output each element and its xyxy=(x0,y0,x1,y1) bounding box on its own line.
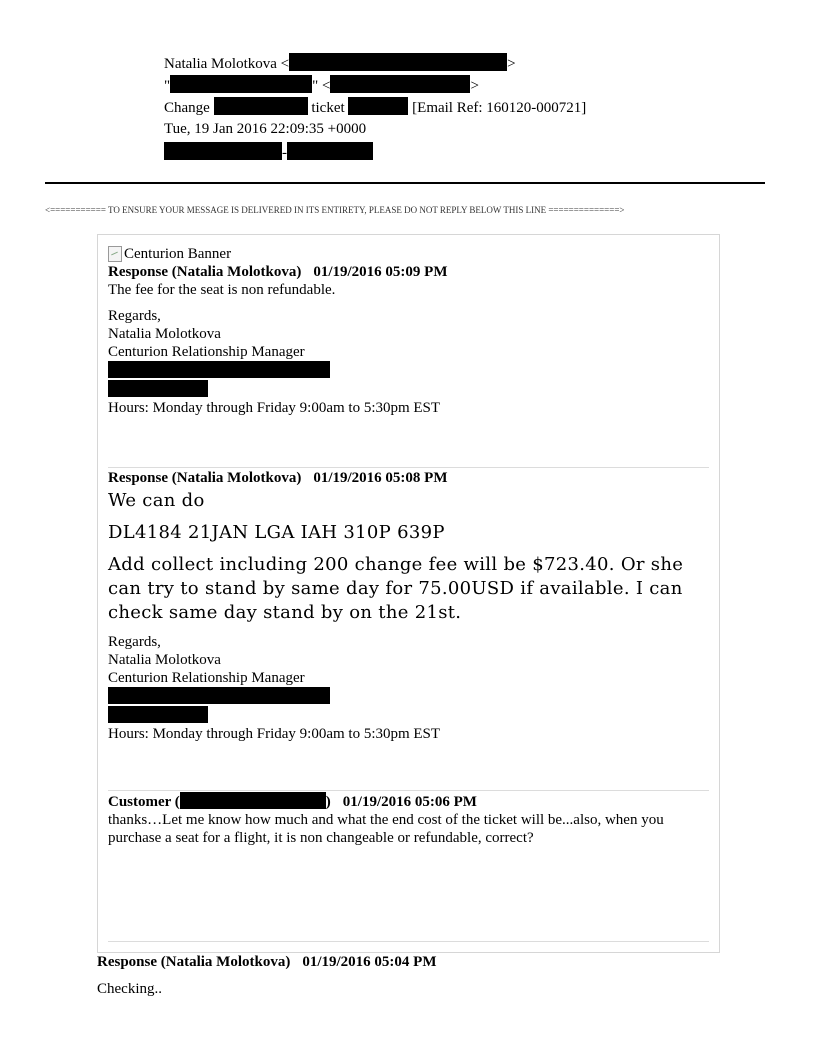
message-author: Response (Natalia Molotkova) xyxy=(108,264,302,280)
message-timestamp: 01/19/2016 05:09 PM xyxy=(313,264,448,280)
message-meta xyxy=(108,792,709,811)
signature-hours: Hours: Monday through Friday 9:00am to 5:30pm EST xyxy=(108,726,441,742)
message-timestamp: 01/19/2016 05:08 PM xyxy=(313,470,448,486)
signature-name: Natalia Molotkova xyxy=(108,652,221,668)
message-body: The fee for the seat is non refundable. xyxy=(108,282,336,298)
message-separator xyxy=(108,790,709,791)
message-timestamp: 01/19/2016 05:06 PM xyxy=(342,794,477,810)
redacted-block xyxy=(289,53,507,71)
signature xyxy=(108,633,709,743)
redacted-block xyxy=(214,97,308,115)
message-separator xyxy=(108,467,709,468)
message-entry xyxy=(108,469,709,743)
message-body: Checking.. xyxy=(97,981,162,997)
from-value: Natalia Molotkova < > xyxy=(164,53,516,74)
signature-regards: Regards, xyxy=(108,634,161,650)
message-entry xyxy=(108,792,709,847)
message-body: thanks…Let me know how much and what the end cost of the ticket will be...also, when you purchase a seat for a flight, it is non changeable or refundable, correct? xyxy=(108,812,664,846)
redacted-block xyxy=(180,792,326,809)
message-author: Response (Natalia Molotkova) xyxy=(108,470,302,486)
signature-name: Natalia Molotkova xyxy=(108,326,221,342)
message-meta xyxy=(108,469,709,487)
message-line: DL4184 21JAN LGA IAH 310P 639P xyxy=(108,522,445,543)
redacted-block xyxy=(287,142,373,160)
redacted-block xyxy=(108,361,330,378)
message-separator xyxy=(108,941,709,942)
subject-value: Change ticket [Email Ref: 160120-000721] xyxy=(164,97,586,118)
signature-title: Centurion Relationship Manager xyxy=(108,670,305,686)
banner-image xyxy=(108,245,709,263)
header-divider xyxy=(45,182,765,184)
redacted-block xyxy=(330,75,470,93)
signature-hours: Hours: Monday through Friday 9:00am to 5:30pm EST xyxy=(108,400,441,416)
redacted-block xyxy=(108,380,208,397)
message-author: Response (Natalia Molotkova) xyxy=(97,954,291,970)
message-meta xyxy=(97,953,436,971)
message-thread xyxy=(97,234,720,953)
signature-regards: Regards, xyxy=(108,308,161,324)
attachments-value[interactable]: - xyxy=(164,142,373,163)
signature-title: Centurion Relationship Manager xyxy=(108,344,305,360)
redacted-block xyxy=(108,687,330,704)
banner-alt-text: Centurion Banner xyxy=(124,246,232,262)
message-timestamp: 01/19/2016 05:04 PM xyxy=(302,954,437,970)
redacted-block xyxy=(348,97,408,115)
message-author-prefix: Customer ( xyxy=(108,794,180,810)
date-value: Tue, 19 Jan 2016 22:09:35 +0000 xyxy=(164,121,367,137)
message-line: We can do xyxy=(108,490,205,511)
to-value: " " < > xyxy=(164,75,479,96)
reply-notice: <=========== TO ENSURE YOUR MESSAGE IS DELIVERED IN ITS ENTIRETY, PLEASE DO NOT REPLY BELOW THIS LINE ==============> xyxy=(45,205,625,215)
message-entry xyxy=(108,245,709,417)
signature xyxy=(108,307,709,417)
broken-image-icon xyxy=(108,246,122,262)
message-line: Add collect including 200 change fee will be $723.40. Or she can try to stand by same day for 75.00USD if available. I can check same day stand by on the 21st. xyxy=(108,554,684,623)
message-meta xyxy=(108,263,709,281)
redacted-block xyxy=(108,706,208,723)
redacted-block xyxy=(170,75,312,93)
redacted-block xyxy=(164,142,282,160)
message-author-suffix: ) xyxy=(325,794,331,810)
